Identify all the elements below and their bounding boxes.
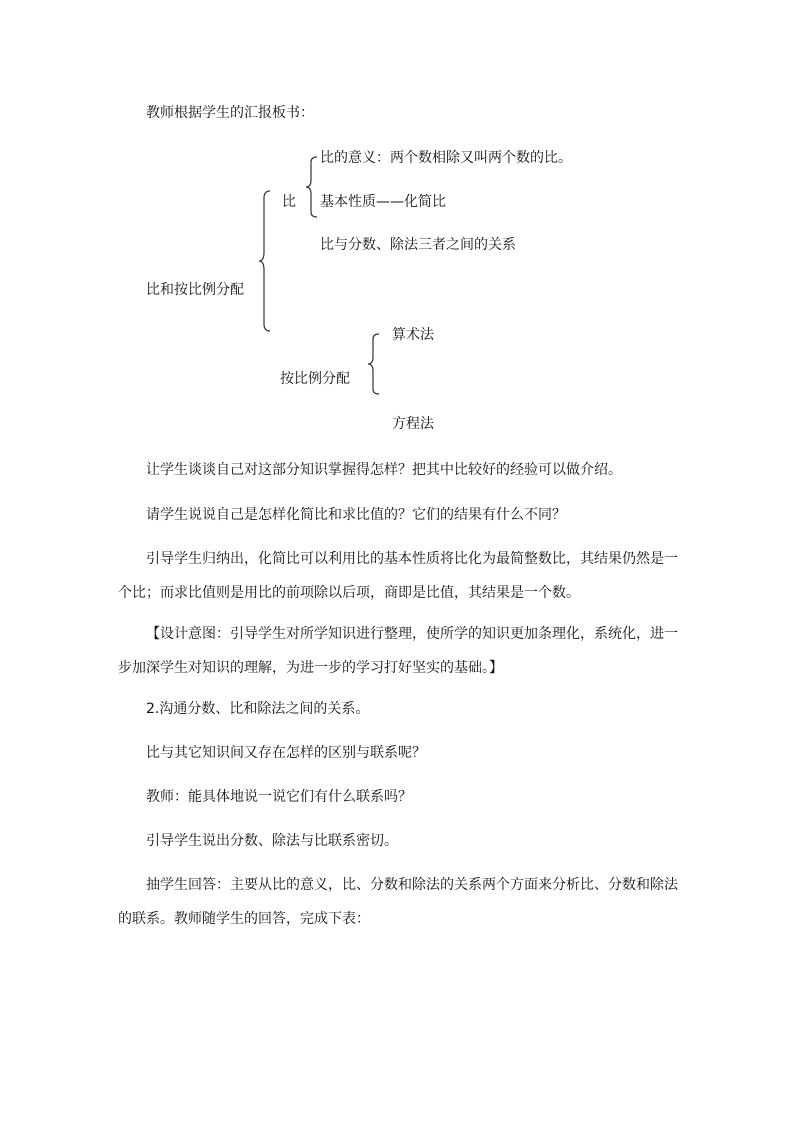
ratio-brace-icon [305,156,319,218]
distribution-label: 按比例分配 [280,371,350,387]
paragraph-design-intent: 【设计意图：引导学生对所学知识进行整理，使所学的知识更加条理化，系统化，进一步加深学生对知识的理解，为进一步的学习打好坚实的基础。】 [118,626,678,676]
paragraph-simplify-question: 请学生说说自己是怎样化简比和求比值的？它们的结果有什么不同？ [146,507,566,523]
paragraph-teacher: 教师：能具体地说一说它们有什么联系吗？ [146,789,412,805]
paragraph-answer: 抽学生回答：主要从比的意义，比、分数和除法的关系两个方面来分析比、分数和除法的联系。教师随学生的回答，完成下表： [118,877,678,927]
ratio-meaning: 比的意义：两个数相除又叫两个数的比。 [320,150,572,166]
root-brace-icon [258,190,272,332]
paragraph-experience: 让学生谈谈自己对这部分知识掌握得怎样？把其中比较好的经验可以做介绍。 [146,462,622,478]
paragraph-summary: 引导学生归纳出，化简比可以利用比的基本性质将比化为最简整数比，其结果仍然是一个比；而求比值则是用比的前项除以后项，商即是比值，其结果是一个数。 [118,551,678,601]
equation-method: 方程法 [392,416,434,432]
arithmetic-method: 算术法 [392,327,434,343]
paragraph-guide: 引导学生说出分数、除法与比联系密切。 [146,833,398,849]
diagram-root-label: 比和按比例分配 [146,282,244,298]
intro-text: 教师根据学生的汇报板书： [146,105,314,121]
distribution-brace-icon [367,333,381,395]
ratio-basic-property: 基本性质——化简比 [320,194,446,210]
paragraph-question: 比与其它知识间又存在怎样的区别与联系呢？ [146,745,426,761]
section-heading: 2.沟通分数、比和除法之间的关系。 [146,701,370,717]
ratio-label: 比 [282,194,296,210]
ratio-relationship: 比与分数、除法三者之间的关系 [320,237,516,253]
